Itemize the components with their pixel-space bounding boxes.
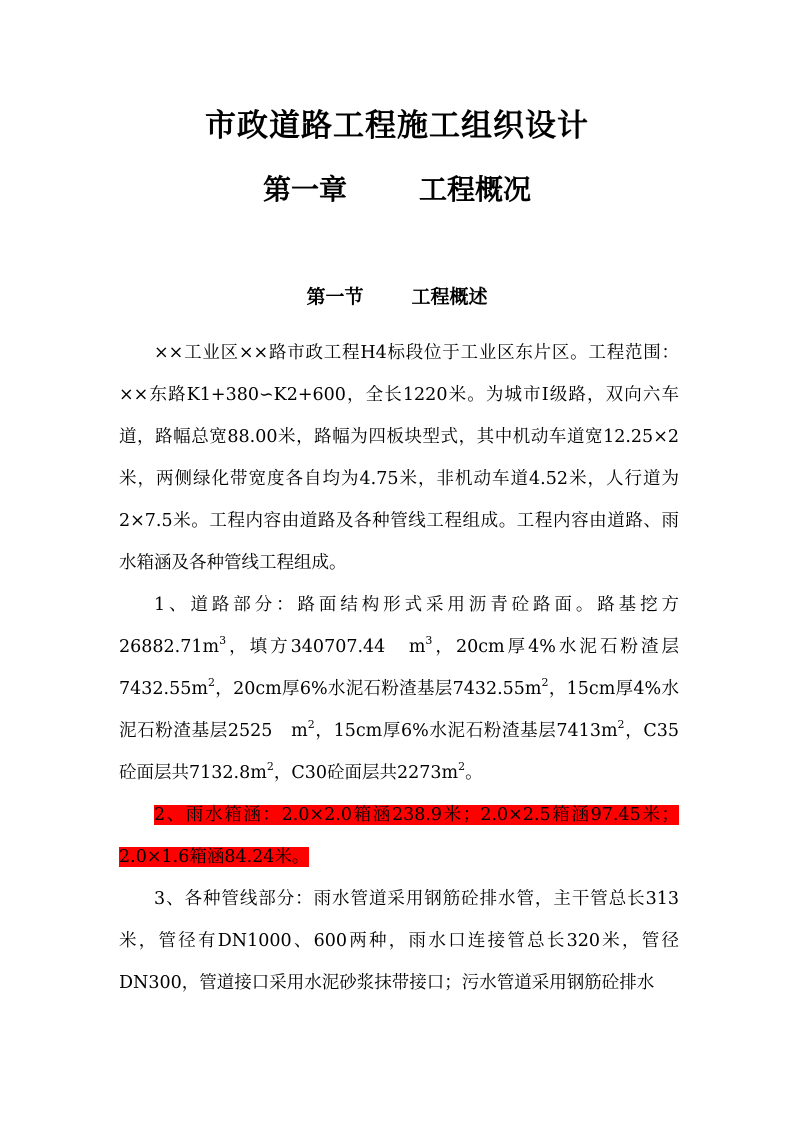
road-text-3: ，20cm厚4%水泥石粉渣层7432.55m — [119, 637, 679, 699]
road-text-6: ，15cm厚6%水泥石粉渣基层7413m — [314, 721, 618, 741]
road-text-2: ，填方340707.44 m — [226, 637, 426, 657]
road-sup-2: 3 — [425, 634, 433, 647]
road-text-1: 1、道路部分：路面结构形式采用沥青砼路面。路基挖方26882.71m — [119, 595, 679, 657]
pipelines-paragraph: 3、各种管线部分：雨水管道采用钢筋砼排水管，主干管总长313米，管径有DN1000、600两种，雨水口连接管总长320米，管径DN300，管道接口采用水泥砂浆抹带接口；污水管道采用钢筋砼排水 — [119, 889, 679, 993]
document-title: 市政道路工程施工组织设计 — [205, 108, 589, 144]
road-text-4: ，20cm厚6%水泥石粉渣基层7432.55m — [214, 679, 542, 699]
box-culvert-paragraph — [119, 794, 679, 878]
chapter-name: 工程概况 — [419, 173, 532, 206]
road-text-7: ，C35砼面层共7132.8m — [119, 721, 679, 783]
chapter-heading — [0, 168, 794, 208]
road-text-9: 。 — [465, 763, 483, 783]
chapter-number: 第一章 — [262, 173, 347, 206]
body-text — [119, 332, 679, 1004]
road-sup-3: 2 — [207, 676, 215, 689]
road-sup-5: 2 — [307, 718, 315, 731]
section-name: 工程概述 — [411, 286, 488, 308]
road-sup-1: 3 — [219, 634, 227, 647]
section-number: 第一节 — [306, 286, 364, 308]
highlighted-text: 2、雨水箱涵：2.0×2.0箱涵238.9米；2.0×2.5箱涵97.45米；2.0×1.6箱涵84.24米。 — [119, 805, 679, 867]
intro-paragraph: ××工业区××路市政工程H4标段位于工业区东片区。工程范围：××东路K1+380∽K2+600，全长1220米。为城市Ⅰ级路，双向六车道，路幅总宽88.00米，路幅为四板块型式，其中机动车道宽12.25×2米，两侧绿化带宽度各自均为4.75米，非机动车道4.52米，人行道为2×7.5米。工程内容由道路及各种管线工程组成。工程内容由道路、雨水箱涵及各种管线工程组成。 — [119, 343, 679, 573]
road-sup-7: 2 — [266, 760, 274, 773]
road-text-8: ，C30砼面层共2273m — [273, 763, 459, 783]
road-text-5: ，15cm厚4%水泥石粉渣基层2525 m — [119, 679, 679, 741]
road-paragraph — [119, 584, 679, 794]
road-sup-4: 2 — [541, 676, 549, 689]
road-sup-8: 2 — [458, 760, 466, 773]
section-heading — [0, 282, 794, 309]
road-sup-6: 2 — [617, 718, 625, 731]
